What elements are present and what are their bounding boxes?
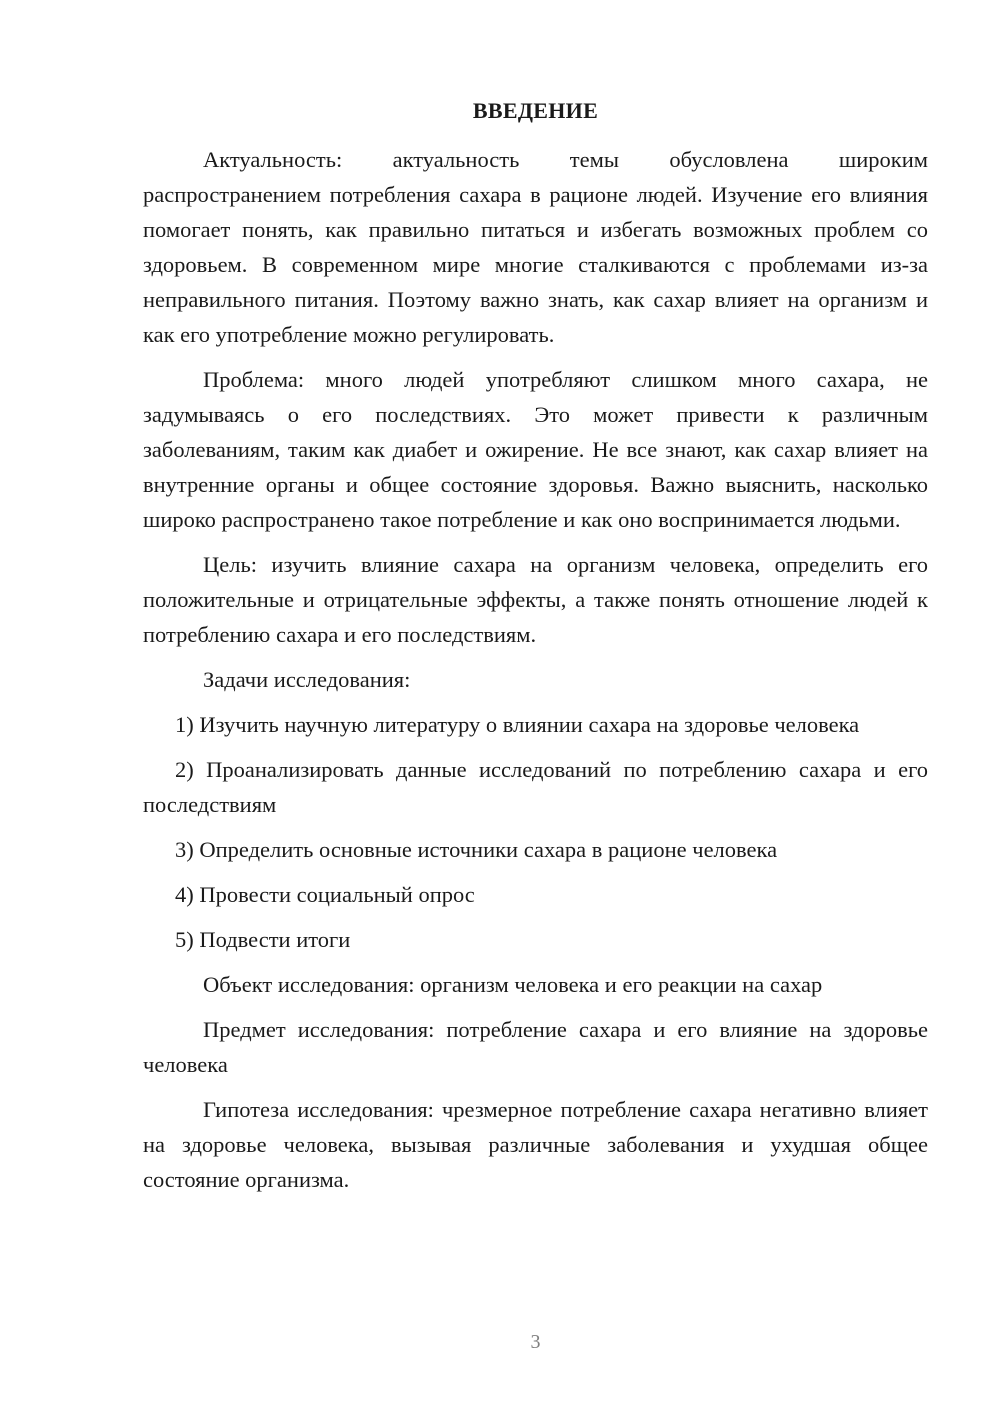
tasks-heading: Задачи исследования: (203, 667, 411, 692)
subject-paragraph: Предмет исследования: потребление сахара и его влияние на здоровье человека (143, 1017, 928, 1077)
task-item: 3) Определить основные источники сахара в рационе человека (175, 837, 778, 862)
goal-paragraph: Цель: изучить влияние сахара на организм человека, определить его положительные и отрицательные эффекты, а также понять отношение людей к потреблению сахара и его последствиям. (143, 552, 928, 647)
page-title: ВВЕДЕНИЕ (472, 98, 599, 123)
hypothesis-paragraph: Гипотеза исследования: чрезмерное потребление сахара негативно влияет на здоровье человека, вызывая различные заболевания и ухудшая общее состояние организма. (143, 1097, 928, 1192)
relevance-paragraph: Актуальность: актуальность темы обусловлена широким распространением потребления сахара в рационе людей. Изучение его влияния помогает понять, как правильно питаться и избегать возможных проблем со здоровьем. В современном мире многие сталкиваются с проблемами из-за неправильного питания. Поэтому важно знать, как сахар влияет на организм и как его употребление можно регулировать. (143, 147, 928, 347)
object-paragraph: Объект исследования: организм человека и его реакции на сахар (203, 972, 823, 997)
task-item: 5) Подвести итоги (175, 927, 351, 952)
document-page (143, 96, 928, 1207)
task-item: 2) Проанализировать данные исследований по потреблению сахара и его последствиям (143, 757, 928, 817)
task-item: 4) Провести социальный опрос (175, 882, 475, 907)
task-item: 1) Изучить научную литературу о влиянии сахара на здоровье человека (175, 712, 860, 737)
page-number: 3 (530, 1331, 541, 1353)
problem-paragraph: Проблема: много людей употребляют слишком много сахара, не задумываясь о его последствиях. Это может привести к различным заболеваниям, таким как диабет и ожирение. Не все знают, как сахар влияет на внутренние органы и общее состояние здоровья. Важно выяснить, насколько широко распространено такое потребление и как оно воспринимается людьми. (143, 367, 928, 532)
